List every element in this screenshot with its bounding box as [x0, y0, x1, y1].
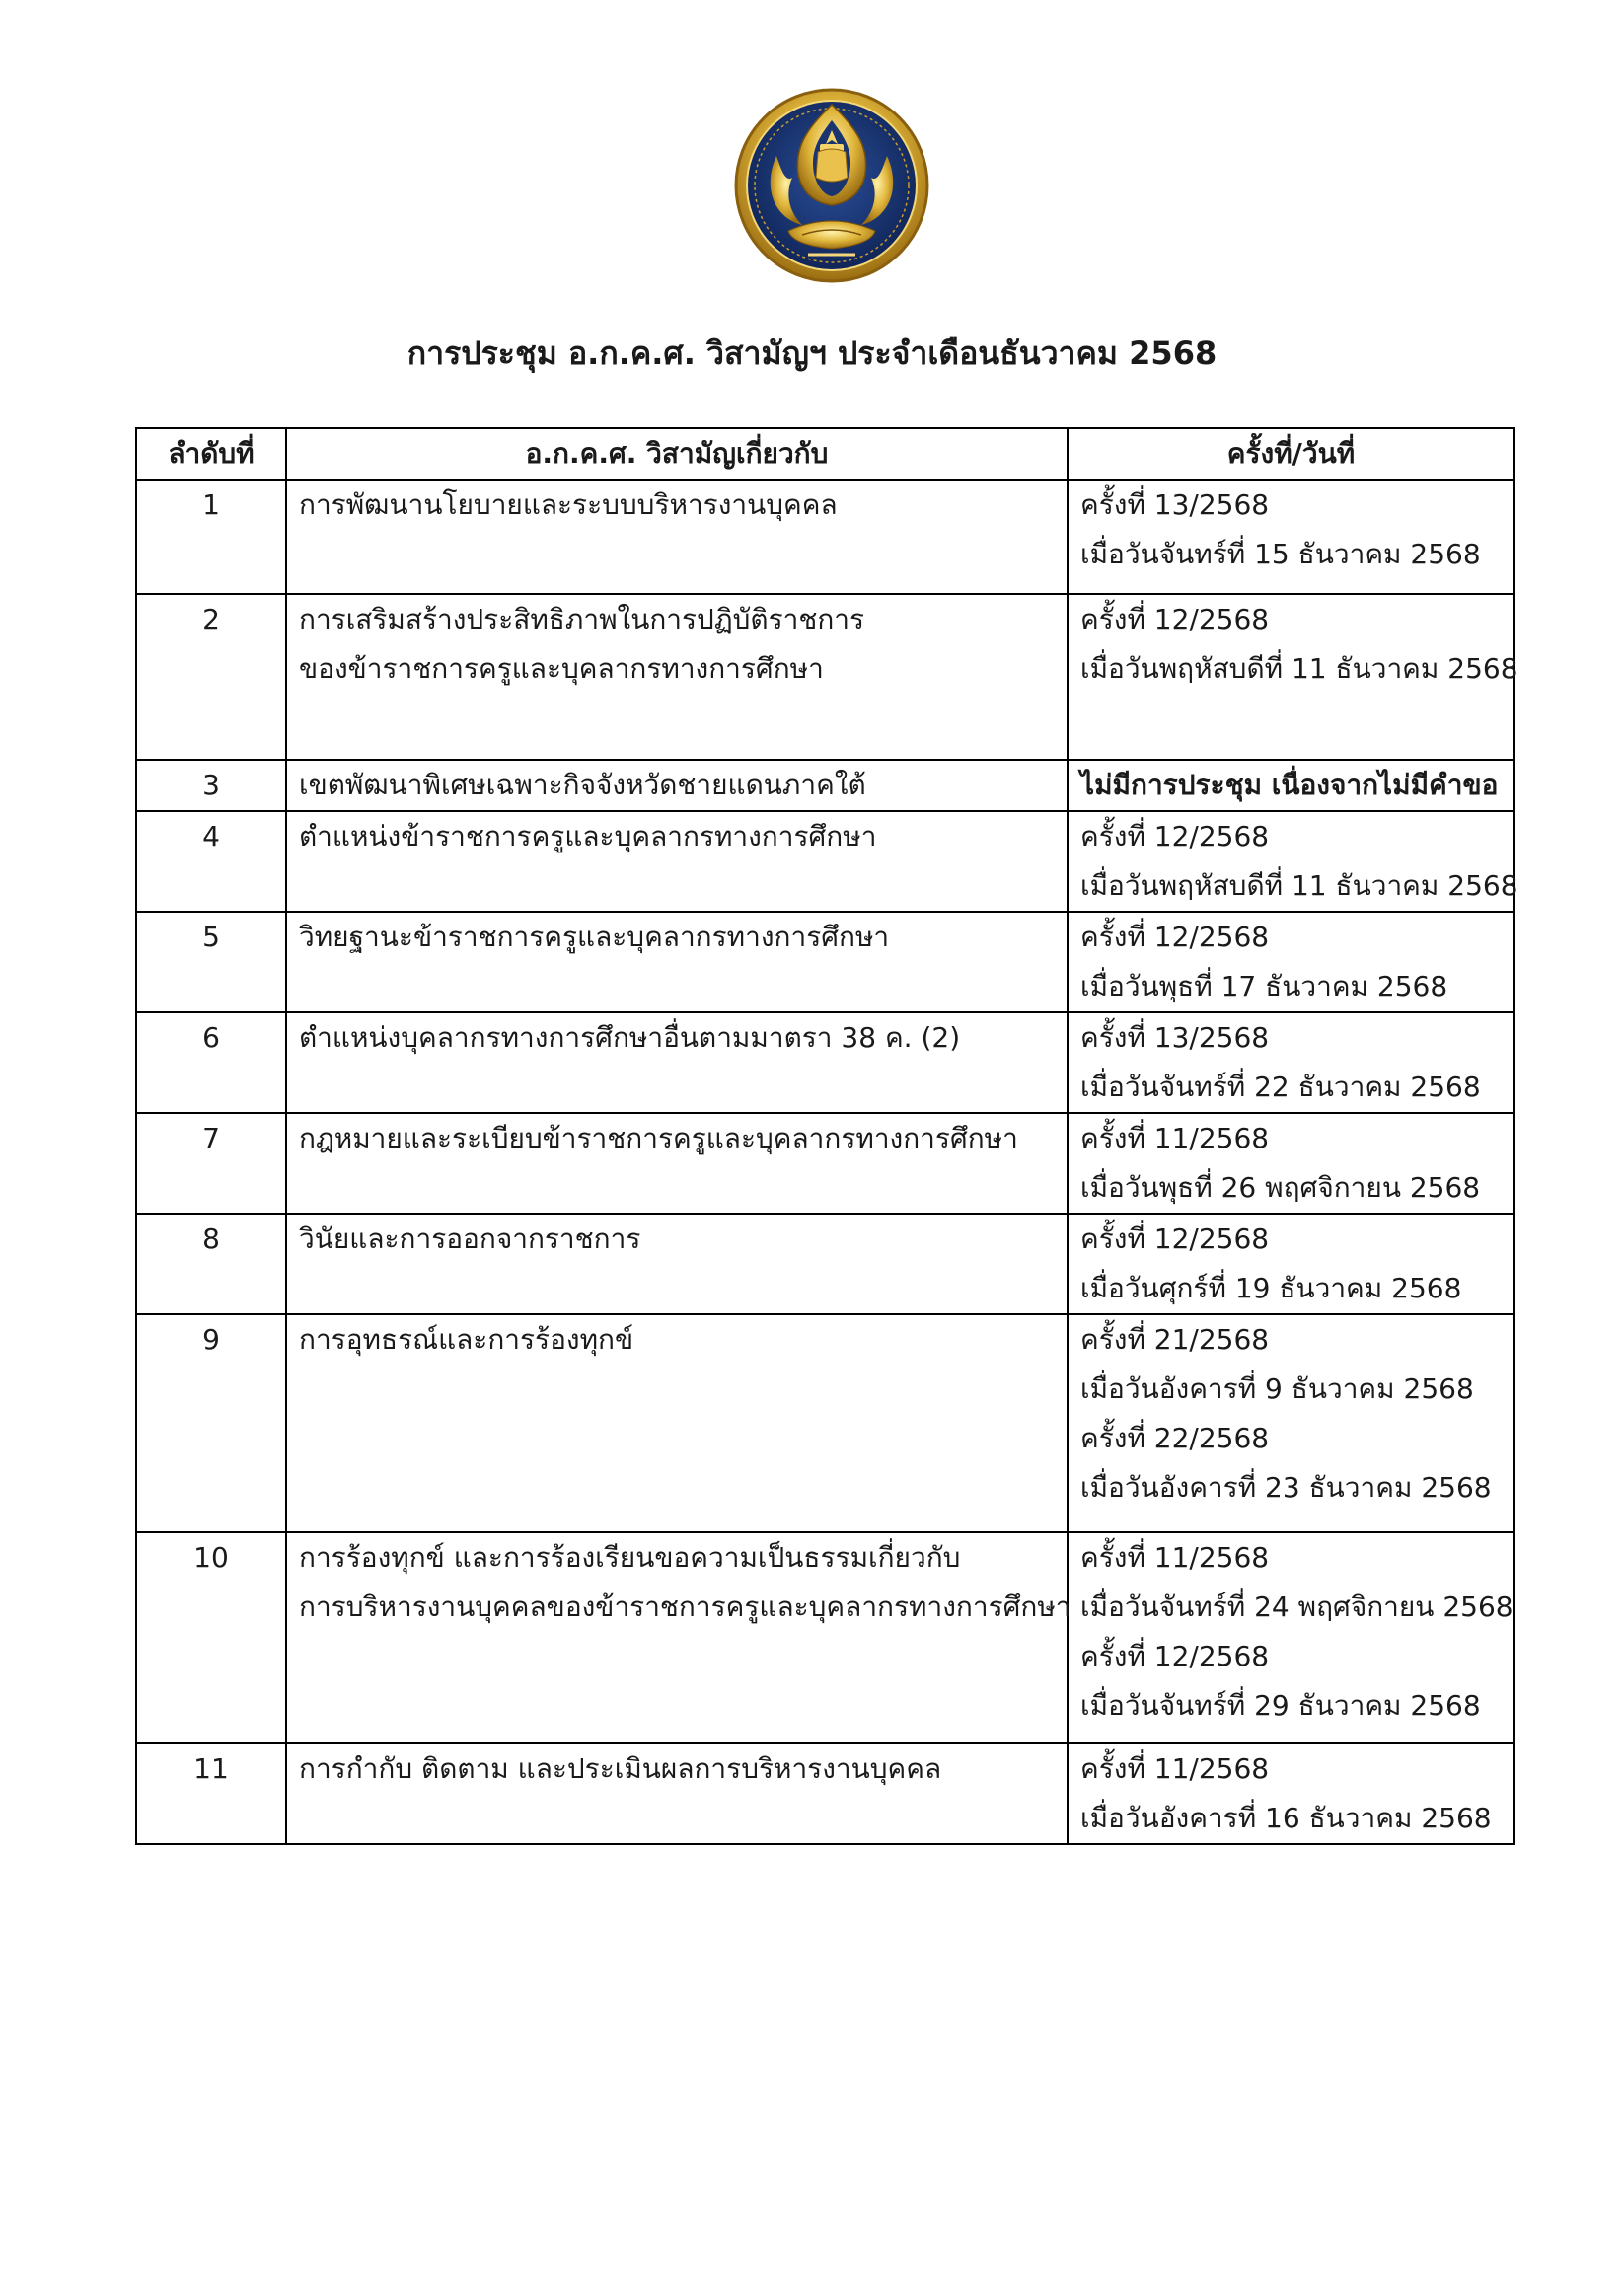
row-number: 11 [136, 1743, 286, 1844]
row-number: 8 [136, 1214, 286, 1314]
document-title: การประชุม อ.ก.ค.ศ. วิสามัญฯ ประจำเดือนธันวาคม 2568 [406, 334, 1218, 372]
committee-topic: การอุทธรณ์และการร้องทุกข์ [286, 1314, 1068, 1532]
meeting-info: ครั้งที่ 12/2568 เมื่อวันพฤหัสบดีที่ 11 ธันวาคม 2568 [1068, 594, 1514, 760]
committee-topic: เขตพัฒนาพิเศษเฉพาะกิจจังหวัดชายแดนภาคใต้ [286, 760, 1068, 811]
committee-topic: การร้องทุกข์ และการร้องเรียนขอความเป็นธรรมเกี่ยวกับ การบริหารงานบุคคลของข้าราชการครูและบุคลากรทางการศึกษา [286, 1532, 1068, 1743]
row-number: 6 [136, 1012, 286, 1113]
table-row [136, 1743, 1514, 1844]
header-meeting: ครั้งที่/วันที่ [1068, 428, 1514, 480]
table-row [136, 1214, 1514, 1314]
meeting-info: ครั้งที่ 12/2568 เมื่อวันศุกร์ที่ 19 ธันวาคม 2568 [1068, 1214, 1514, 1314]
meeting-info: ไม่มีการประชุม เนื่องจากไม่มีคำขอ [1068, 760, 1514, 811]
committee-topic: วินัยและการออกจากราชการ [286, 1214, 1068, 1314]
row-number: 2 [136, 594, 286, 760]
table-row [136, 912, 1514, 1012]
meeting-info: ครั้งที่ 12/2568 เมื่อวันพฤหัสบดีที่ 11 ธันวาคม 2568 [1068, 811, 1514, 912]
seal-logo [733, 87, 930, 284]
meeting-info: ครั้งที่ 13/2568 เมื่อวันจันทร์ที่ 15 ธันวาคม 2568 [1068, 480, 1514, 594]
meeting-info: ครั้งที่ 11/2568 เมื่อวันอังคารที่ 16 ธันวาคม 2568 [1068, 1743, 1514, 1844]
row-number: 3 [136, 760, 286, 811]
committee-topic: การเสริมสร้างประสิทธิภาพในการปฏิบัติราชการ ของข้าราชการครูและบุคลากรทางการศึกษา [286, 594, 1068, 760]
meeting-info: ครั้งที่ 13/2568 เมื่อวันจันทร์ที่ 22 ธันวาคม 2568 [1068, 1012, 1514, 1113]
meeting-schedule-table [135, 427, 1518, 1845]
committee-topic: การพัฒนานโยบายและระบบบริหารงานบุคคล [286, 480, 1068, 594]
row-number: 7 [136, 1113, 286, 1214]
table-row [136, 760, 1514, 811]
meeting-info: ครั้งที่ 11/2568 เมื่อวันจันทร์ที่ 24 พฤศจิกายน 2568 ครั้งที่ 12/2568 เมื่อวันจันทร์ที่ 29 ธันวาคม 2568 [1068, 1532, 1514, 1743]
row-number: 9 [136, 1314, 286, 1532]
table-row [136, 1012, 1514, 1113]
table-row [136, 811, 1514, 912]
header-no: ลำดับที่ [136, 428, 286, 480]
table-row [136, 1314, 1514, 1532]
table-row [136, 480, 1514, 594]
committee-topic: ตำแหน่งบุคลากรทางการศึกษาอื่นตามมาตรา 38 ค. (2) [286, 1012, 1068, 1113]
row-number: 1 [136, 480, 286, 594]
committee-topic: การกำกับ ติดตาม และประเมินผลการบริหารงานบุคคล [286, 1743, 1068, 1844]
table-row [136, 1113, 1514, 1214]
row-number: 5 [136, 912, 286, 1012]
header-topic: อ.ก.ค.ศ. วิสามัญเกี่ยวกับ [286, 428, 1068, 480]
table-header-row [136, 428, 1514, 480]
meeting-info: ครั้งที่ 12/2568 เมื่อวันพุธที่ 17 ธันวาคม 2568 [1068, 912, 1514, 1012]
committee-topic: ตำแหน่งข้าราชการครูและบุคลากรทางการศึกษา [286, 811, 1068, 912]
meeting-info: ครั้งที่ 11/2568 เมื่อวันพุธที่ 26 พฤศจิกายน 2568 [1068, 1113, 1514, 1214]
row-number: 10 [136, 1532, 286, 1743]
committee-topic: วิทยฐานะข้าราชการครูและบุคลากรทางการศึกษา [286, 912, 1068, 1012]
row-number: 4 [136, 811, 286, 912]
committee-topic: กฎหมายและระเบียบข้าราชการครูและบุคลากรทางการศึกษา [286, 1113, 1068, 1214]
meeting-info: ครั้งที่ 21/2568 เมื่อวันอังคารที่ 9 ธันวาคม 2568 ครั้งที่ 22/2568 เมื่อวันอังคารที่ 23 ธันวาคม 2568 [1068, 1314, 1514, 1532]
table-row [136, 594, 1514, 760]
table-row [136, 1532, 1514, 1743]
